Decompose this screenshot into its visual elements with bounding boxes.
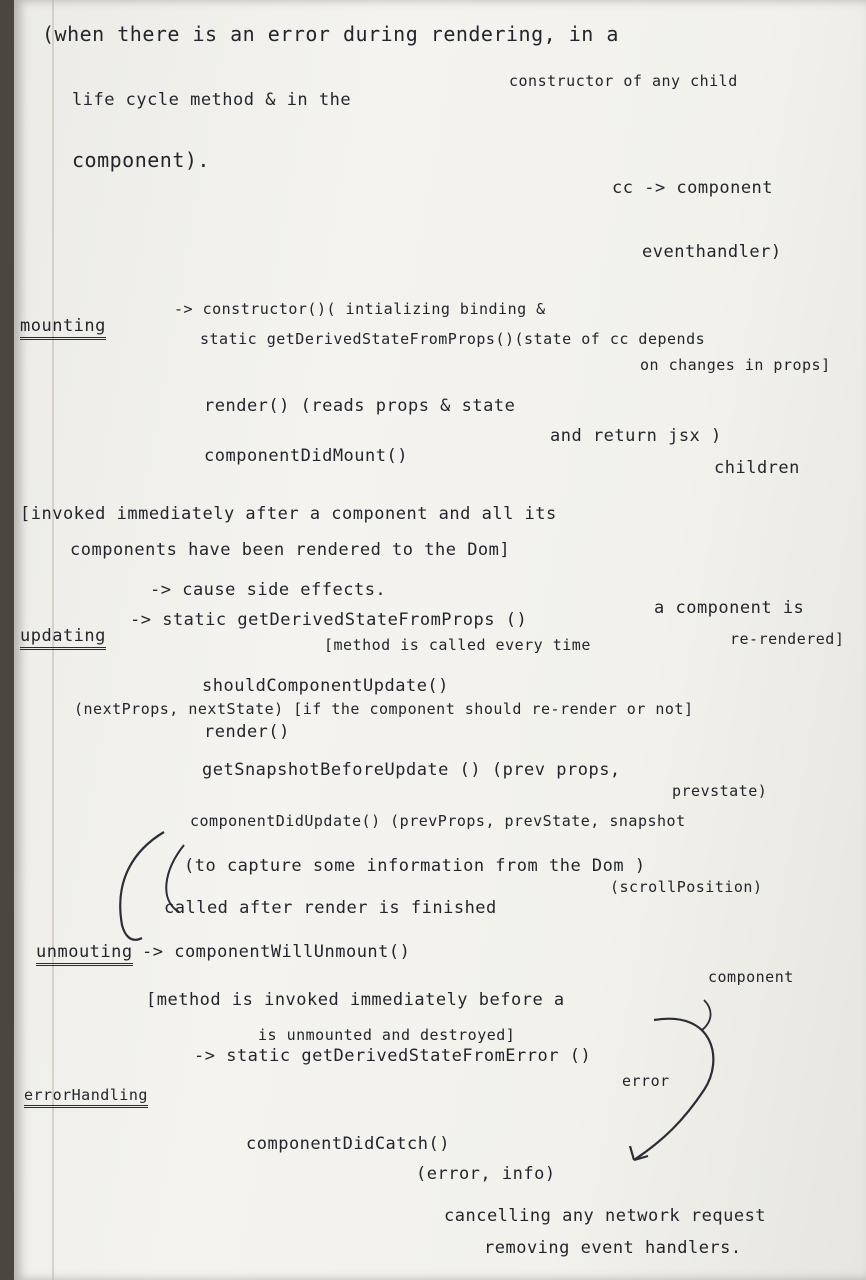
unmounting-willunmount: -> componentWillUnmount() [142,942,411,962]
updating-scroll: (scrollPosition) [610,878,763,896]
updating-should-update: shouldComponentUpdate() [202,676,449,696]
legend-note: cc -> component [612,178,774,198]
error-cancel: cancelling any network request [444,1206,767,1226]
updating-didupdate: componentDidUpdate() (prevProps, prevState, snapshot [190,812,686,830]
updating-heading: updating [20,626,106,650]
error-getderived: -> static getDerivedStateFromError () [194,1046,592,1066]
mounting-children: children [714,458,800,478]
mounting-onchanges: on changes in props] [640,356,831,374]
intro-line-4: component). [72,148,210,172]
updating-getderived: -> static getDerivedStateFromProps () [130,610,528,630]
mounting-eventhandler: eventhandler) [642,242,782,262]
mounting-constructor: -> constructor()( intializing binding & [174,300,546,318]
mounting-getderived: static getDerivedStateFromProps()(state of cc depends [200,330,706,348]
mounting-render: render() (reads props & state [204,396,516,416]
mounting-components: components have been rendered to the Dom] [70,540,511,560]
updating-render: render() [204,722,290,742]
error-didcatch: componentDidCatch() [246,1134,450,1154]
unmounting-heading: unmouting [36,942,133,966]
mounting-invoked: [invoked immediately after a component and all its [20,504,557,524]
intro-line-3: constructor of any child [509,72,738,90]
updating-called-after: called after render is finished [164,898,497,918]
updating-method-called: [method is called every time [324,636,591,654]
error-heading: errorHandling [24,1086,148,1108]
error-word: error [622,1072,670,1090]
mounting-and-return: and return jsx ) [550,426,722,446]
notebook-page [14,0,866,1280]
unmounting-component: component [708,968,794,986]
unmounting-method-invoked: [method is invoked immediately before a [146,990,565,1010]
updating-prevstate: prevstate) [672,782,768,800]
updating-component-is: a component is [654,598,805,618]
mounting-side-effects: -> cause side effects. [150,580,387,600]
mounting-didmount: componentDidMount() [204,446,408,466]
error-remove: removing event handlers. [484,1238,742,1258]
mounting-heading: mounting [20,316,106,340]
updating-args-condition: (nextProps, nextState) [if the component should re-render or not] [74,700,694,718]
updating-snapshot: getSnapshotBeforeUpdate () (prev props, [202,760,621,780]
updating-capture: (to capture some information from the Dom ) [184,856,646,876]
intro-line-2: life cycle method & in the [72,90,352,110]
unmounting-destroyed: is unmounted and destroyed] [258,1026,516,1044]
intro-line-1: (when there is an error during rendering, in a [42,22,619,46]
error-args: (error, info) [416,1164,556,1184]
updating-rerendered: re-rendered] [730,630,845,648]
